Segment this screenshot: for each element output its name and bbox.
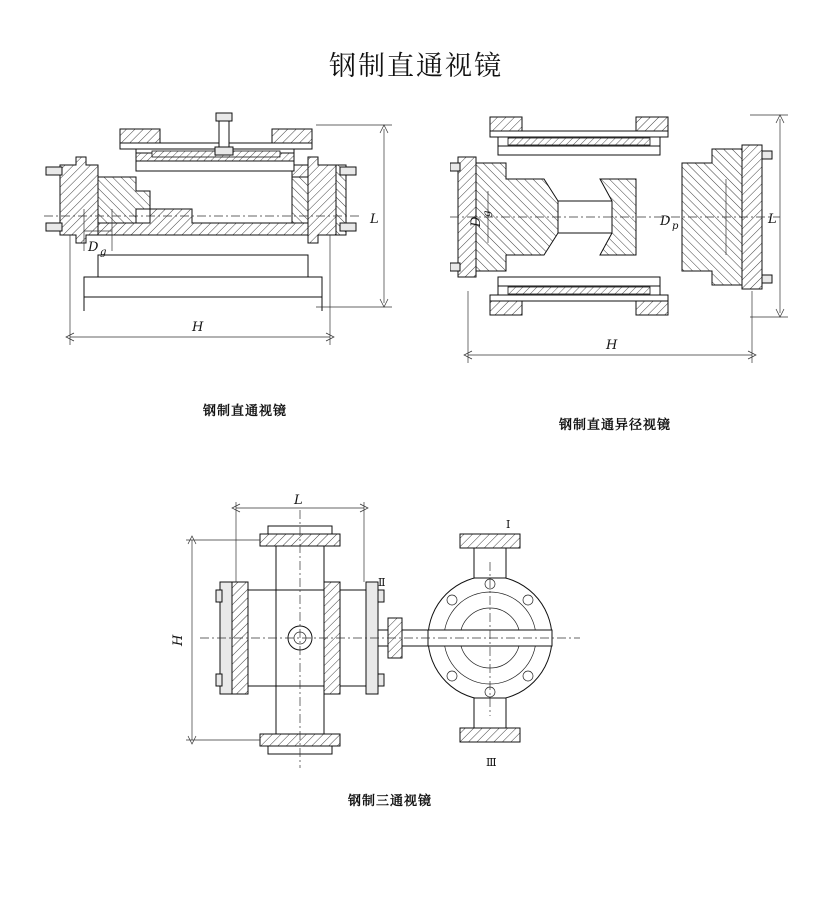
label-height: H [192,320,204,335]
label-bore-right: D [660,214,671,229]
three-way-body-section [200,510,580,768]
view-mark-2: Ⅱ [378,576,386,589]
figure-caption-reducing: 钢制直通异径视镜 [558,418,671,433]
view-mark-3: Ⅲ [486,756,497,769]
label-length: L [370,212,379,227]
label-bore-left: D [469,216,484,227]
label-bore-right-sub: p [672,221,679,232]
label-bore-sub: g [100,247,107,258]
page-title: 钢制直通视镜 [329,51,503,82]
label-height: H [171,634,186,646]
label-bore: D [88,240,99,255]
view-mark-1: Ⅰ [506,518,511,531]
label-bore-left-sub: g [482,210,493,217]
figure-caption-straight-through: 钢制直通视镜 [202,404,287,419]
reducing-body-section [450,117,780,315]
figure-straight-through [40,105,420,395]
figure-three-way [160,490,620,780]
label-length: L [768,212,777,227]
label-length: L [294,493,303,508]
label-height: H [606,338,618,353]
sight-glass-body-section [44,113,362,311]
figure-caption-three-way: 钢制三通视镜 [347,794,432,809]
figure-reducing [450,105,800,395]
